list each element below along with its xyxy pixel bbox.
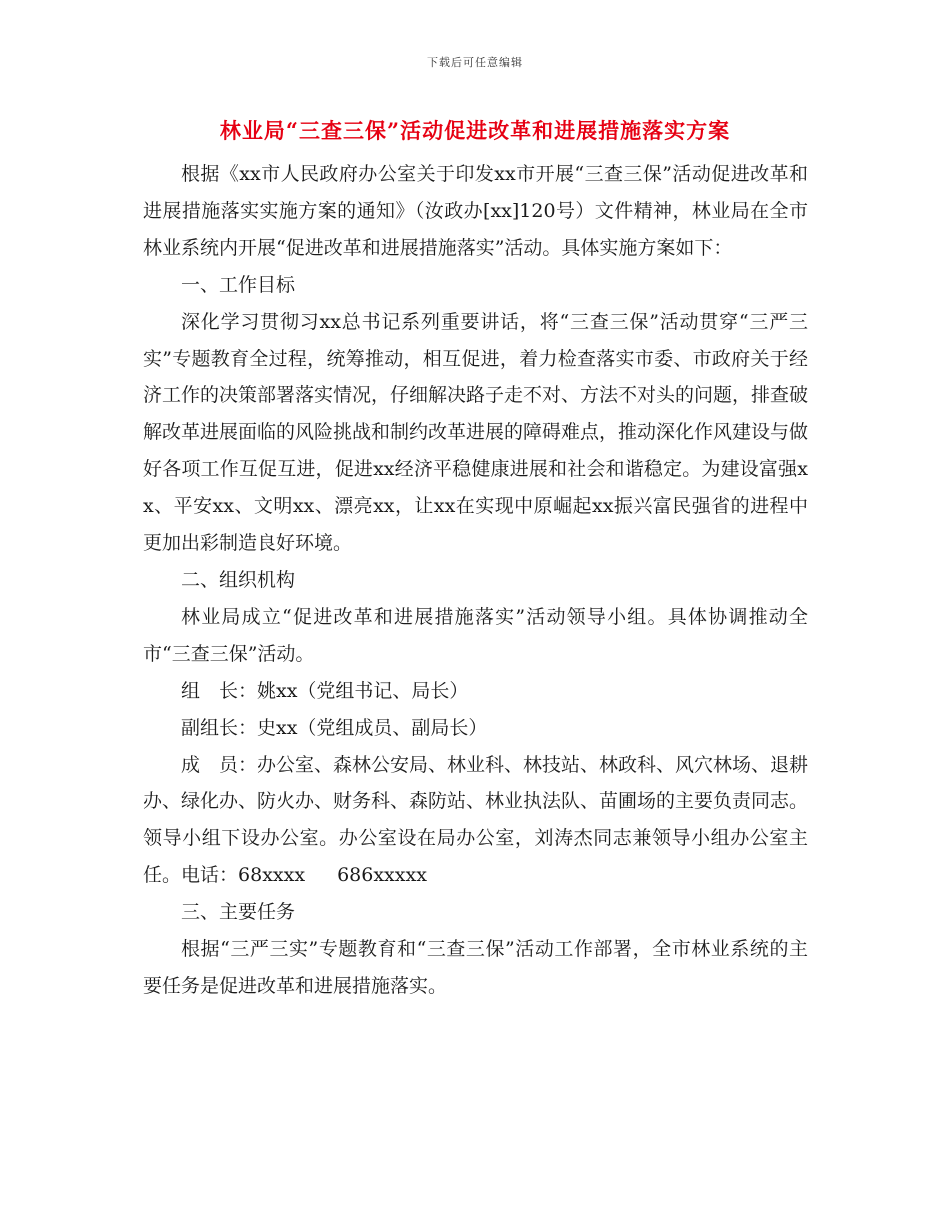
section-2-body: 林业局成立“促进改革和进展措施落实”活动领导小组。具体协调推动全市“三查三保”活动。 [143,605,808,665]
phone-numbers [238,864,427,886]
phone-number-1: 68xxxx [238,864,306,887]
section-1-body: 深化学习贯彻习xx总书记系列重要讲话，将“三查三保”活动贯穿“三严三实”专题教育全过程，统筹推动，相互促进，着力检查落实市委、市政府关于经济工作的决策部署落实情况，仔细解决路子走不对、方法不对头的问题，排查破解改革进展面临的风险挑战和制约改革进展的障碍难点，推动深化作风建设与做好各项工作互促互进，促进xx经济平稳健康进展和社会和谐稳定。为建设富强xx、平安xx、文明xx、漂亮xx，让xx在实现中原崛起xx振兴富民强省的进程中更加出彩制造良好环境。 [143,310,809,555]
section-3-body: 根据“三严三实”专题教育和“三查三保”活动工作部署，全市林业系统的主要任务是促进改革和进展措施落实。 [143,938,808,997]
members-paragraph [143,747,808,895]
section-3-heading: 三、主要任务 [181,901,296,924]
deputy-leader-line: 副组长：史xx（党组成员、副局长） [181,716,488,739]
phone-number-2: 686xxxxx [337,864,427,887]
members-text: 成 员：办公室、森林公安局、林业科、林技站、林政科、风穴林场、退耕办、绿化办、防火办、财务科、森防站、林业执法队、苗圃场的主要负责同志。领导小组下设办公室。办公室设在局办公室，刘涛杰同志兼领导小组办公室主任。电话： [143,753,809,887]
document-body [143,156,808,1005]
section-2-heading: 二、组织机构 [181,568,296,591]
header-note: 下载后可任意编辑 [427,56,523,69]
leader-line: 组 长：姚xx（党组书记、局长） [181,679,469,702]
section-1-heading: 一、工作目标 [181,273,296,296]
intro-paragraph: 根据《xx市人民政府办公室关于印发xx市开展“三查三保”活动促进改革和进展措施落实实施方案的通知》（汝政办[xx]120号）文件精神，林业局在全市林业系统内开展“促进改革和进展措施落实”活动。具体实施方案如下： [143,163,808,259]
document-title: 林业局“三查三保”活动促进改革和进展措施落实方案 [219,118,731,143]
